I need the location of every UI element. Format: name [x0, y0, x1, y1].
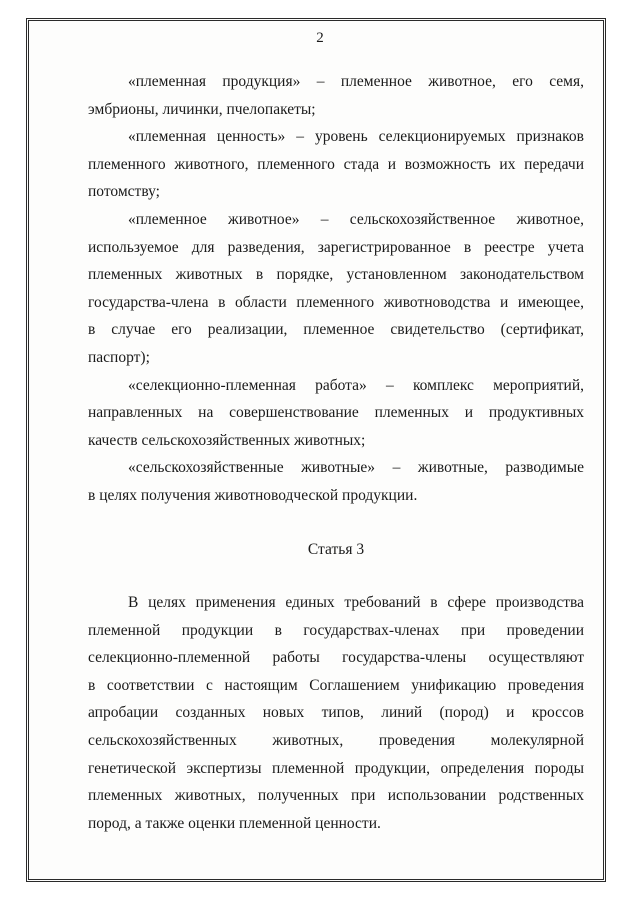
text-line: используемое для разведения, зарегистрированное в реестре учета [88, 238, 584, 256]
text-line: качеств сельскохозяйственных животных; [88, 431, 366, 449]
definition-selskokhozyaystvennye-zhivotnye [88, 454, 584, 509]
text-line: паспорт); [88, 348, 150, 366]
text-line: «племенная продукция» – племенное животное, его семя, [128, 73, 584, 90]
text-line: племенной продукции в государствах-членах при проведении [88, 621, 584, 639]
article-heading: Статья 3 [307, 540, 365, 558]
text-line: В целях применения единых требований в сфере производства [128, 594, 584, 612]
text-line: «племенная ценность» – уровень селекционируемых признаков [128, 128, 584, 146]
text-line: государства-члена в области племенного животноводства и имеющее, [88, 293, 584, 311]
text-line: в случае его реализации, племенное свидетельство (сертификат, [88, 321, 584, 339]
definition-plemennoe-zhivotnoe [88, 206, 584, 372]
page-number: 2 [316, 30, 324, 46]
text-line: пород, а также оценки племенной ценности. [88, 814, 381, 832]
text-line: направленных на совершенствование племенных и продуктивных [88, 404, 584, 422]
text-line: в соответствии с настоящим Соглашением унификацию проведения [88, 676, 584, 694]
text-line: селекционно-племенной работы государства-члены осуществляют [88, 649, 584, 667]
text-line: потомству; [88, 183, 160, 201]
article-3-body [88, 589, 584, 837]
definition-plemennaya-produktsiya [88, 68, 584, 123]
text-line: племенных животных, полученных при использовании родственных [88, 787, 584, 805]
definition-selektsionno-plemennaya-rabota [88, 372, 584, 455]
text-line: «сельскохозяйственные животные» – животные, разводимые [128, 459, 584, 477]
text-line: эмбрионы, личинки, пчелопакеты; [88, 100, 316, 118]
definition-plemennaya-tsennost [88, 123, 584, 206]
text-line: племенного животного, племенного стада и возможность их передачи [88, 155, 584, 173]
text-line: апробации созданных новых типов, линий (пород) и кроссов [88, 704, 584, 722]
text-line: «племенное животное» – сельскохозяйственное животное, [128, 210, 584, 228]
text-line: племенных животных в порядке, установленном законодательством [88, 266, 584, 284]
text-line: «селекционно-племенная работа» – комплекс мероприятий, [128, 376, 584, 394]
text-line: в целях получения животноводческой продукции. [88, 486, 418, 504]
document-body [88, 68, 584, 837]
text-line: генетической экспертизы племенной продукции, определения породы [88, 759, 584, 777]
text-line: сельскохозяйственных животных, проведения молекулярной [88, 732, 584, 750]
